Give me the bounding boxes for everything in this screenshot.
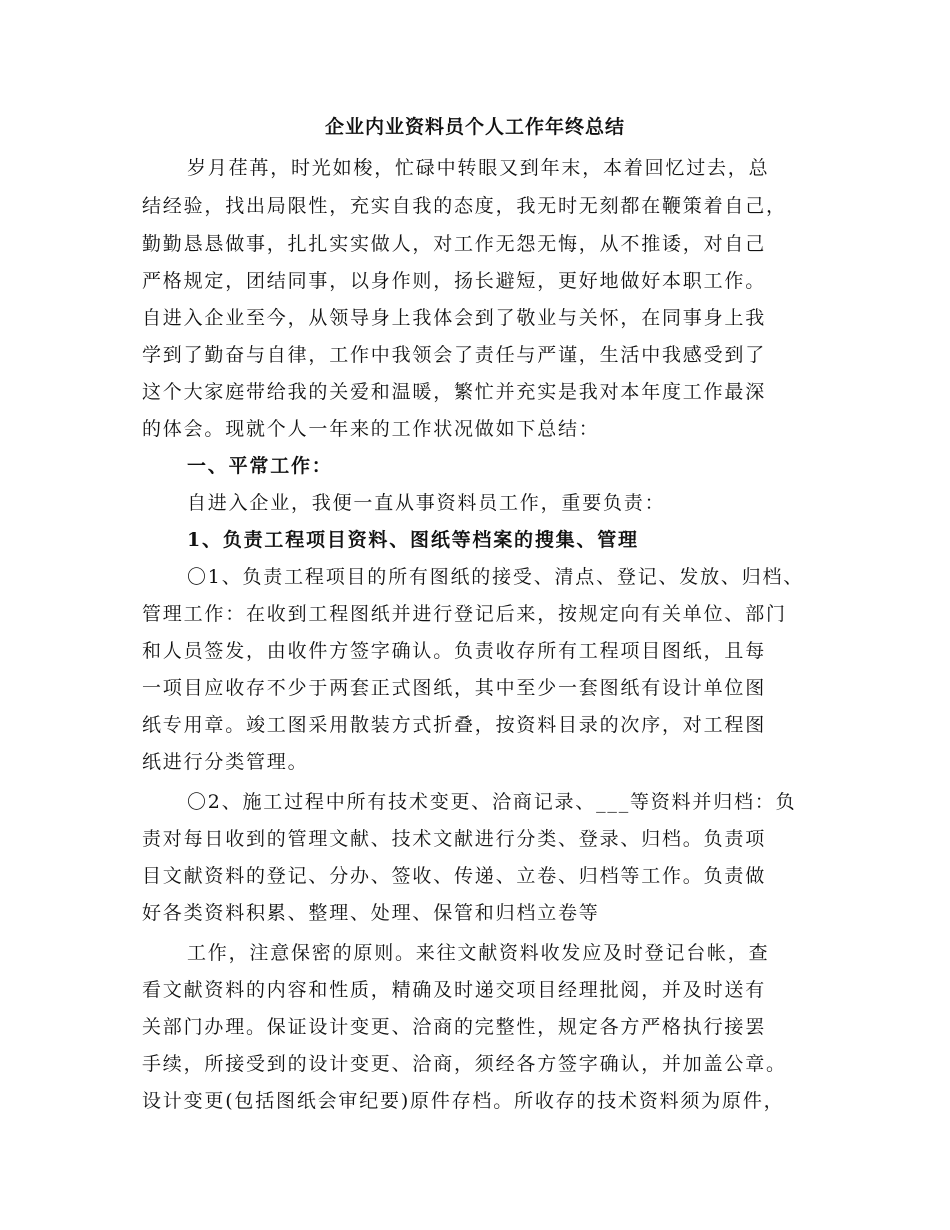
text-line: 学到了勤奋与自律，工作中我领会了责任与严谨，生活中我感受到了 xyxy=(142,344,767,366)
text-line: 这个大家庭带给我的关爱和温暖，繁忙并充实是我对本年度工作最深 xyxy=(142,381,767,403)
text-line: 勤勤恳恳做事，扎扎实实做人，对工作无怨无悔，从不推诿，对自己 xyxy=(142,233,767,255)
text-line: 结经验，找出局限性，充实自我的态度，我无时无刻都在鞭策着自己， xyxy=(142,195,787,217)
text-line: 自进入企业至今，从领导身上我体会到了敬业与关怀，在同事身上我 xyxy=(142,307,767,329)
text-line: 自进入企业，我便一直从事资料员工作，重要负责： xyxy=(187,492,666,514)
text-line: 目文献资料的登记、分办、签收、传递、立卷、归档等工作。负责做 xyxy=(142,865,767,887)
subsection-heading: 1、负责工程项目资料、图纸等档案的搜集、管理 xyxy=(187,529,639,551)
text-line: 看文献资料的内容和性质，精确及时递交项目经理批阅，并及时送有 xyxy=(142,979,767,1001)
text-line: 纸进行分类管理。 xyxy=(142,751,309,773)
section-heading: 一、平常工作： xyxy=(187,455,333,477)
text-line: 〇1、负责工程项目的所有图纸的接受、清点、登记、发放、归档、 xyxy=(187,566,805,588)
text-line: 严格规定，团结同事，以身作则，扬长避短，更好地做好本职工作。 xyxy=(142,270,767,292)
text-line: 设计变更(包括图纸会审纪要)原件存档。所收存的技术资料须为原件， xyxy=(142,1090,785,1112)
text-line: 手续，所接受到的设计变更、洽商，须经各方签字确认，并加盖公章。 xyxy=(142,1053,787,1075)
text-line: 岁月荏苒，时光如梭，忙碌中转眼又到年末，本着回忆过去，总 xyxy=(187,157,770,179)
text-line: 〇2、施工过程中所有技术变更、洽商记录、___等资料并归档：负 xyxy=(187,791,797,813)
text-line: 和人员签发，由收件方签字确认。负责收存所有工程项目图纸，且每 xyxy=(142,640,767,662)
text-line: 责对每日收到的管理文献、技术文献进行分类、登录、归档。负责项 xyxy=(142,828,767,850)
text-line: 的体会。现就个人一年来的工作状况做如下总结： xyxy=(142,418,600,440)
text-line: 一项目应收存不少于两套正式图纸，其中至少一套图纸有设计单位图 xyxy=(142,677,767,699)
text-line: 好各类资料积累、整理、处理、保管和归档立卷等 xyxy=(142,902,600,924)
text-line: 纸专用章。竣工图采用散装方式折叠，按资料目录的次序，对工程图 xyxy=(142,714,767,736)
text-line: 管理工作：在收到工程图纸并进行登记后来，按规定向有关单位、部门 xyxy=(142,603,787,625)
text-line: 关部门办理。保证设计变更、洽商的完整性，规定各方严格执行接罢 xyxy=(142,1016,767,1038)
text-line: 工作，注意保密的原则。来往文献资料收发应及时登记台帐，查 xyxy=(187,942,770,964)
document-title: 企业内业资料员个人工作年终总结 xyxy=(324,116,625,138)
